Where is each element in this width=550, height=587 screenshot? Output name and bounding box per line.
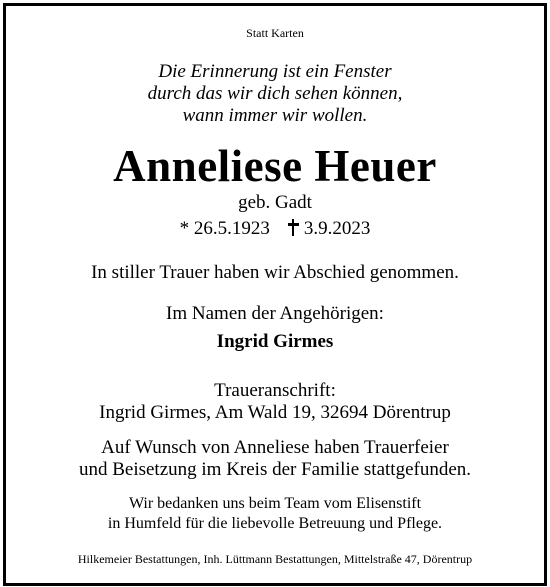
motto-line: durch das wir dich sehen können, <box>147 83 403 104</box>
thanks-text <box>0 494 550 534</box>
address-value: Ingrid Girmes, Am Wald 19, 32694 Dörentrup <box>99 402 451 423</box>
thanks-line: Wir bedanken uns beim Team vom Elisenstift <box>128 495 422 512</box>
cross-icon <box>288 219 299 236</box>
funeral-note-line: Auf Wunsch von Anneliese haben Trauerfeier <box>101 437 449 458</box>
undertaker-footer: Hilkemeier Bestattungen, Inh. Lüttmann Bestattungen, Mittelstraße 47, Dörentrup <box>77 552 473 566</box>
statt-karten-label: Statt Karten <box>246 26 304 40</box>
address-label: Traueranschrift: <box>214 380 336 401</box>
deceased-name: Anneliese Heuer <box>113 141 437 191</box>
birth-date: * 26.5.1923 <box>179 218 270 239</box>
motto-poem <box>0 61 550 127</box>
death-date: 3.9.2023 <box>303 218 371 239</box>
signer-name: Ingrid Girmes <box>216 331 334 352</box>
thanks-line: in Humfeld für die liebevolle Betreuung und Pflege. <box>107 515 443 532</box>
motto-line: wann immer wir wollen. <box>182 105 368 126</box>
funeral-note-line: und Beisetzung im Kreis der Familie stattgefunden. <box>78 459 472 480</box>
motto-line: Die Erinnerung ist ein Fenster <box>158 61 392 82</box>
funeral-note <box>0 437 550 481</box>
maiden-name: geb. Gadt <box>238 192 312 213</box>
life-dates <box>0 219 550 238</box>
on-behalf-label: Im Namen der Angehörigen: <box>166 303 384 324</box>
farewell-text: In stiller Trauer haben wir Abschied genommen. <box>91 262 459 283</box>
mourning-address <box>0 380 550 424</box>
